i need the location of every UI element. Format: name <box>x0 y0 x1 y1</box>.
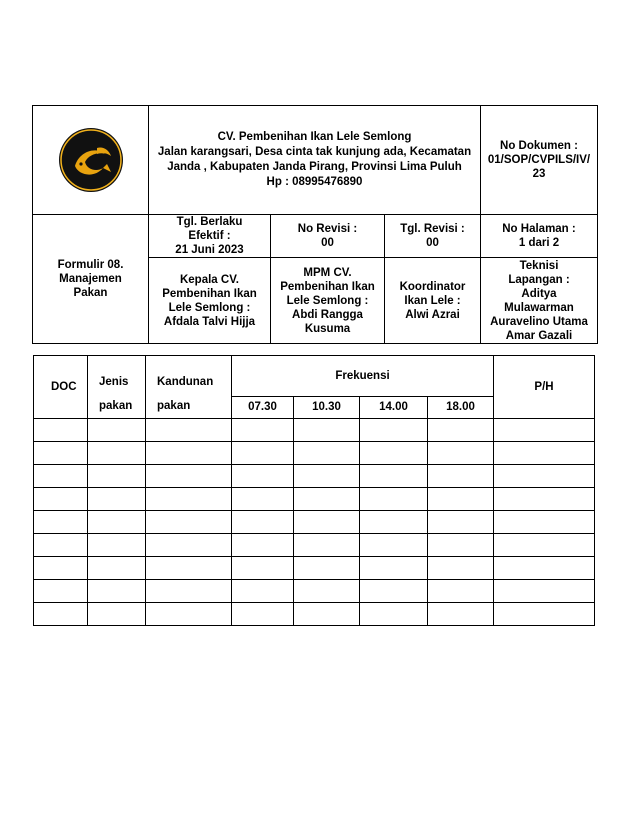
document-number: No Dokumen : 01/SOP/CVPILS/IV/ 23 <box>481 106 598 215</box>
fish-logo-icon <box>57 126 125 194</box>
table-row <box>34 534 595 557</box>
table-row <box>34 419 595 442</box>
address-line-1: Jalan karangsari, Desa cinta tak kunjung ada, Kecamatan <box>157 146 472 158</box>
table-row <box>34 488 595 511</box>
table-row <box>34 511 595 534</box>
signature-coordinator: Koordinator Ikan Lele : Alwi Azrai <box>385 258 481 344</box>
signature-mpm: MPM CV. Pembenihan Ikan Lele Semlong : Abdi Rangga Kusuma <box>271 258 385 344</box>
time-1030: 10.30 <box>294 396 360 418</box>
col-doc: DOC <box>34 356 88 419</box>
table-row <box>34 557 595 580</box>
signature-head: Kepala CV. Pembenihan Ikan Lele Semlong : Afdala Talvi Hijja <box>149 258 271 344</box>
time-1400: 14.00 <box>360 396 428 418</box>
revision-date: Tgl. Revisi : 00 <box>385 215 481 258</box>
company-name: CV. Pembenihan Ikan Lele Semlong <box>217 131 412 143</box>
table-row <box>34 603 595 626</box>
logo-cell <box>33 106 149 215</box>
feed-management-table <box>33 355 595 626</box>
time-1800: 18.00 <box>428 396 494 418</box>
table-row <box>34 465 595 488</box>
company-info <box>149 106 481 215</box>
table-row <box>34 442 595 465</box>
phone-number: Hp : 08995476890 <box>266 176 363 188</box>
signature-technician: Teknisi Lapangan : Aditya Mulawarman Auravelino Utama Amar Gazali <box>481 258 598 344</box>
form-name: Formulir 08. Manajemen Pakan <box>33 215 149 344</box>
col-feed-content: Kandunan pakan <box>146 356 232 419</box>
col-feed-type: Jenis pakan <box>88 356 146 419</box>
table-row <box>34 580 595 603</box>
col-ph: P/H <box>494 356 595 419</box>
time-0730: 07.30 <box>232 396 294 418</box>
document-header <box>32 105 598 344</box>
page-number: No Halaman : 1 dari 2 <box>481 215 598 258</box>
effective-date: Tgl. Berlaku Efektif : 21 Juni 2023 <box>149 215 271 258</box>
address-line-2: Janda , Kabupaten Janda Pirang, Provinsi Lima Puluh <box>167 161 462 173</box>
revision-number: No Revisi : 00 <box>271 215 385 258</box>
col-frequency: Frekuensi <box>232 356 494 397</box>
